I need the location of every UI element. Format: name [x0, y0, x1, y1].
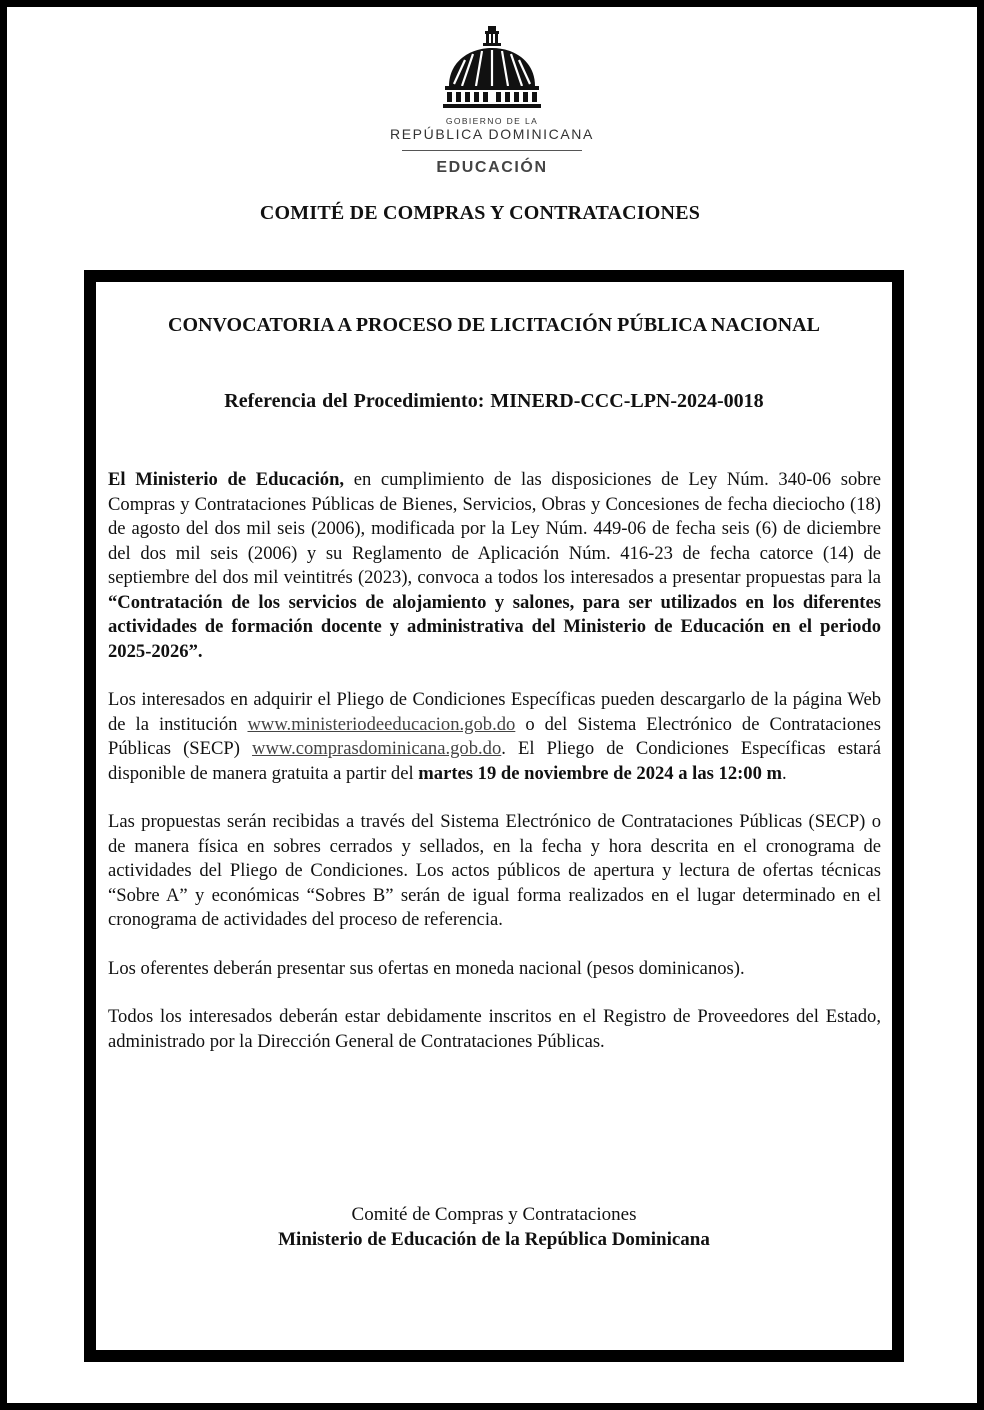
reference-label: Referencia del Procedimiento: [224, 390, 485, 412]
paragraph-documents [108, 688, 881, 786]
committee-title: COMITÉ DE COMPRAS Y CONTRATACIONES [259, 202, 701, 224]
sentence-end: . [782, 762, 787, 784]
procurement-object: “Contratación de los servicios de alojamiento y salones, para ser utilizados en los diferentes actividades de formación docente y administrativa del Ministerio de Educación en el periodo 2025-2026”. [108, 591, 881, 662]
paragraph-registration: Todos los interesados deberán estar debidamente inscritos en el Registro de Proveedores del Estado, administrado por la Dirección General de Contrataciones Públicas. [108, 1006, 881, 1052]
ministry-website-link[interactable]: www.ministeriodeeducacion.gob.do [247, 713, 516, 735]
notice-body [108, 468, 881, 1078]
paragraph-currency: Los oferentes deberán presentar sus ofertas en moneda nacional (pesos dominicanos). [108, 957, 745, 979]
paragraph-submissions: Las propuestas serán recibidas a través del Sistema Electrónico de Contrataciones Públicas (SECP) o de manera física en sobres cerrados y sellados, en la fecha y hora descrita en el cronograma de actividades del Pliego de Condiciones. Los actos públicos de apertura y lectura de ofertas técnicas “Sobre A” y económicas “Sobres B” serán de igual forma realizados en el lugar determinado en el cronograma de actividades del proceso de referencia. [108, 811, 881, 930]
documents-text-secp: o del Sistema Electrónico de Contrataciones Públicas (SECP) [108, 713, 881, 759]
reference-value: MINERD-CCC-LPN-2024-0018 [490, 390, 764, 412]
convocation-text: en cumplimiento de las disposiciones de Ley Núm. 340-06 sobre Compras y Contrataciones Públicas de Bienes, Servicios, Obras y Concesiones de fecha dieciocho (18) de agosto del dos mil seis (2006), modificada por la Ley Núm. 449-06 de fecha seis (6) de diciembre del dos mil seis (2006) y su Reglamento de Aplicación Núm. 416-23 de fecha catorce (14) de septiembre del dos mil veintitrés (2023), convoca a todos los interesados a presentar propuestas para la [108, 469, 881, 588]
signature-block [96, 1202, 892, 1252]
country-name: REPÚBLICA DOMINICANA [390, 126, 594, 142]
government-label: GOBIERNO DE LA [445, 116, 539, 126]
government-header [0, 24, 984, 177]
national-palace-dome-icon [437, 24, 547, 114]
documents-text: Los interesados en adquirir el Pliego de Condiciones Específicas pueden descargarlo de la página Web de la institución [108, 689, 881, 735]
signature-ministry: Ministerio de Educación de la República Dominicana [278, 1229, 710, 1250]
entity-name: El Ministerio de Educación, [108, 469, 345, 490]
procedure-reference [96, 390, 892, 413]
secp-website-link[interactable]: www.comprasdominicana.gob.do [252, 738, 502, 759]
availability-text: . El Pliego de Condiciones Específicas estará disponible de manera gratuita a partir del [108, 738, 881, 784]
header-divider [402, 150, 582, 151]
signature-committee: Comité de Compras y Contrataciones [351, 1204, 637, 1225]
availability-date: martes 19 de noviembre de 2024 a las 12:00 m [418, 762, 783, 784]
notice-title: CONVOCATORIA A PROCESO DE LICITACIÓN PÚBLICA NACIONAL [168, 314, 820, 336]
department-name: EDUCACIÓN [436, 159, 548, 176]
paragraph-convocation [108, 468, 881, 664]
